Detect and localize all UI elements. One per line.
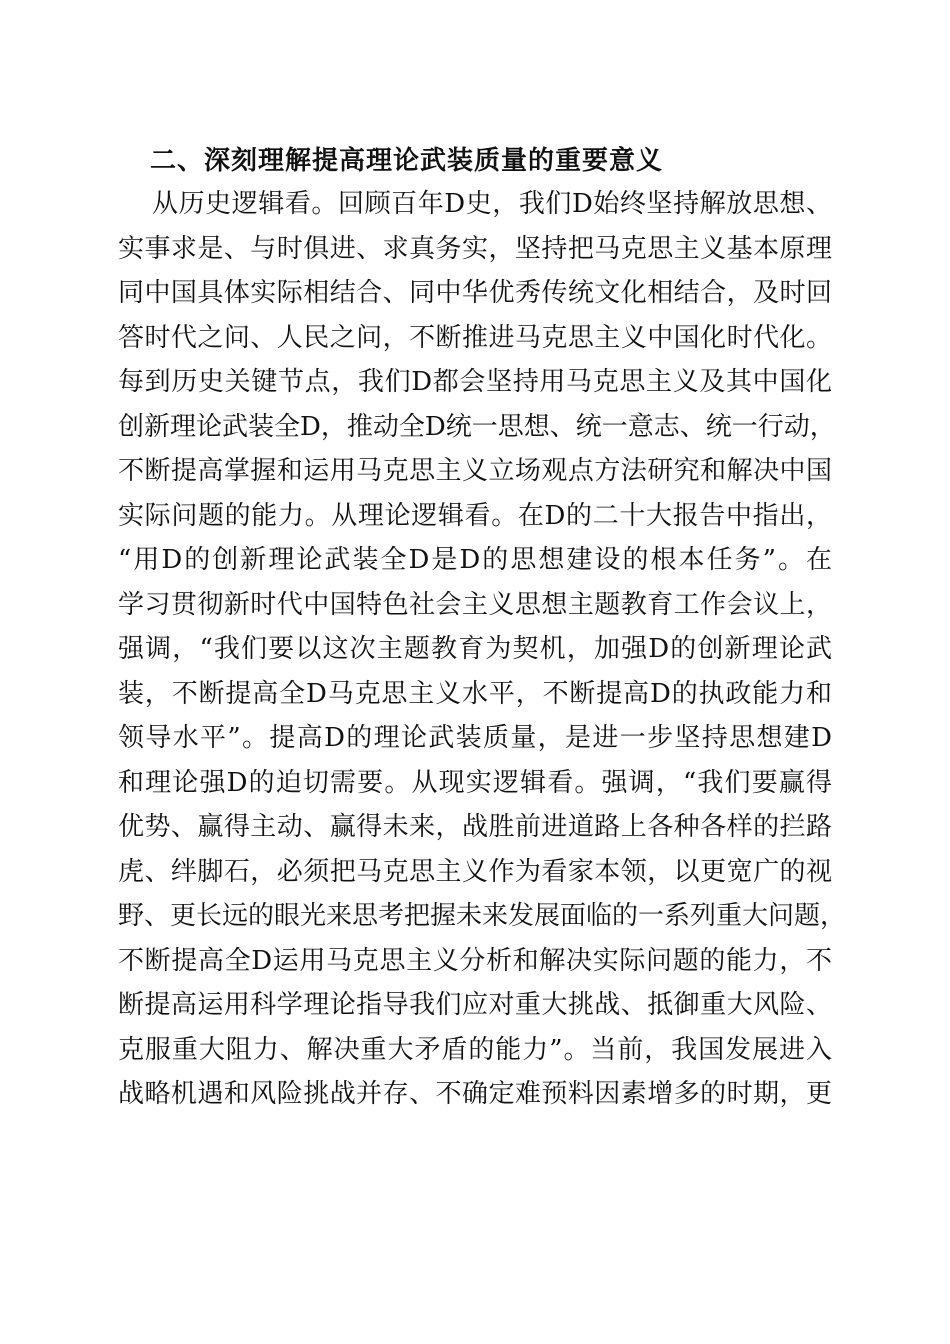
text-line: 装，不断提高全D马克思主义水平，不断提高D的执政能力和 [118,678,832,709]
text-line: 断提高运用科学理论指导我们应对重大挑战、抵御重大风险、 [118,990,832,1020]
text-line: 克服重大阻力、解决重大矛盾的能力”。当前，我国发展进入 [118,1034,832,1065]
text-line: 创新理论武装全D，推动全D统一思想、统一意志、统一行动， [118,411,836,442]
document-page [118,140,847,1117]
text-line: 每到历史关键节点，我们D都会坚持用马克思主义及其中国化 [118,367,832,397]
text-line: 从历史逻辑看。回顾百年D史，我们D始终坚持解放思想、 [152,189,832,219]
text-line: “用D的创新理论武装全D是D的思想建设的根本任务”。在 [118,545,832,575]
body-paragraph [118,182,847,1117]
text-line: 和理论强D的迫切需要。从现实逻辑看。强调，“我们要赢得 [118,767,832,798]
text-line: 战略机遇和风险挑战并存、不确定难预料因素增多的时期，更 [118,1079,832,1109]
text-line: 优势、赢得主动、赢得未来，战胜前进道路上各种各样的拦路 [118,812,832,842]
text-line: 答时代之问、人民之问，不断推进马克思主义中国化时代化。 [118,322,832,353]
text-line: 不断提高全D运用马克思主义分析和解决实际问题的能力，不 [118,945,832,976]
text-line: 实事求是、与时俱进、求真务实，坚持把马克思主义基本原理 [118,233,832,264]
section-heading: 二、深刻理解提高理论武装质量的重要意义 [150,146,664,176]
text-line: 实际问题的能力。从理论逻辑看。在D的二十大报告中指出， [118,500,832,531]
text-line: 学习贯彻新时代中国特色社会主义思想主题教育工作会议上， [118,589,832,620]
text-line: 不断提高掌握和运用马克思主义立场观点方法研究和解决中国 [118,456,832,486]
text-line: 同中国具体实际相结合、同中华优秀传统文化相结合，及时回 [118,278,832,308]
text-line: 野、更长远的眼光来思考把握未来发展面临的一系列重大问题， [118,901,847,931]
text-line: 强调，“我们要以这次主题教育为契机，加强D的创新理论武 [118,634,832,664]
text-line: 虎、绊脚石，必须把马克思主义作为看家本领，以更宽广的视 [118,856,832,887]
text-line: 领导水平”。提高D的理论武装质量，是进一步坚持思想建D [118,723,832,753]
